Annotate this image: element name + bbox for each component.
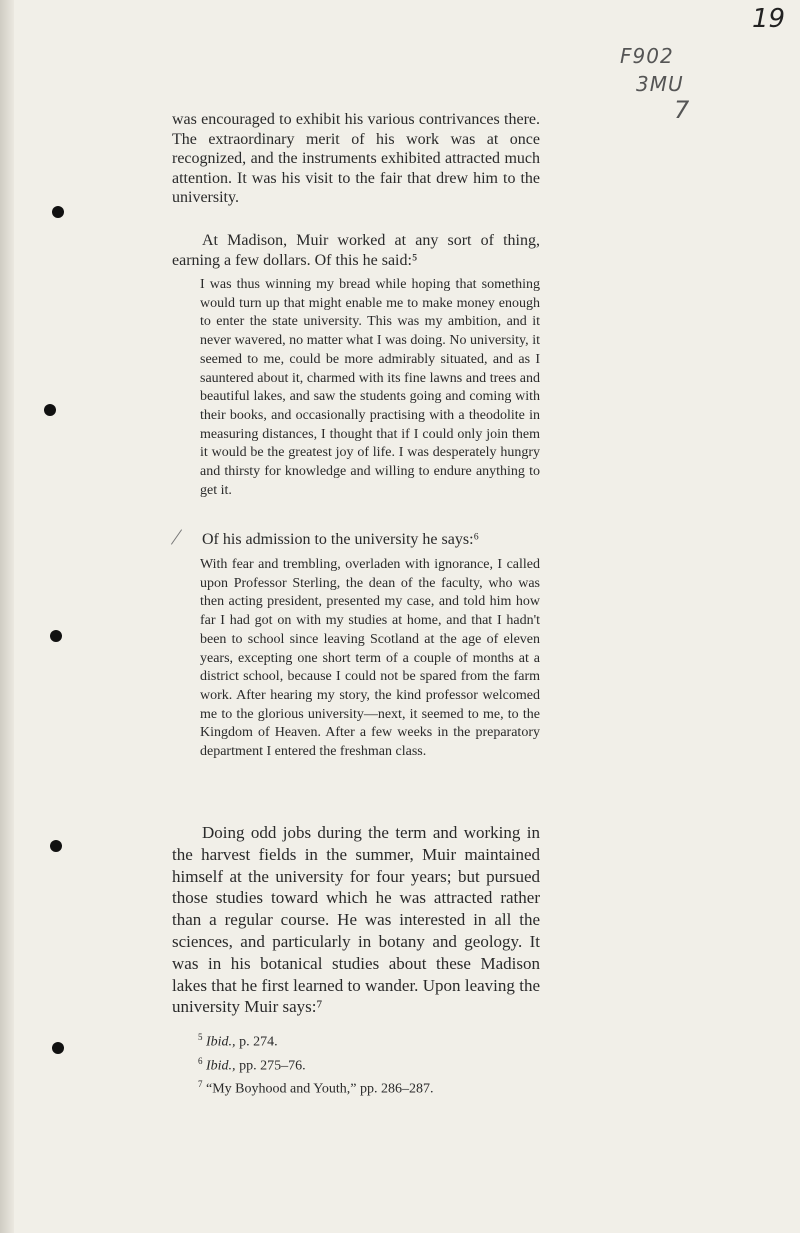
page-edge-shadow [0,0,14,1233]
archive-mark-line2: 3MU [636,72,684,96]
archive-mark-line3: 7 [674,96,691,124]
quote-bread: I was thus winning my bread while hoping that something would turn up that might enable me to make money enough to enter the state university. This was my ambition, and it never wavered, no matter what I was doing. No university, it seemed to me, could be more admirably situated, and as I sauntered about it, charmed with its fine lawns and trees and beautiful lakes, and saw the students going and coming with their books, and occasionally practising with a theodolite in measuring distances, I thought that if I could only join them it would be the greatest joy of life. I was desperately hungry and thirsty for knowledge and willing to endure anything to get it. [200,277,540,498]
paragraph-admission: Of his admission to the university he says:⁶ [202,531,480,548]
binder-hole [44,404,56,416]
archive-mark-line1: F902 [620,44,674,68]
binder-hole [50,840,62,852]
binder-hole [52,1042,64,1054]
footnote-7: $^7$ “My Boyhood and Youth,” pp. 286–287. [198,1079,434,1097]
quote-admission: With fear and trembling, overladen with ignorance, I called upon Professor Sterling, the dean of the faculty, who was then acting president, presented my case, and told him how far I had got on with my studies at home, and that I hadn't been to school since leaving Scotland at the age of eleven years, excepting one short term of a couple of months at a district school, because I could not be spared from the farm work. After hearing my story, the kind professor welcomed me to the glorious university—next, it seemed to me, to the Kingdom of Heaven. After a few weeks in the preparatory department I entered the freshman class. [200,557,540,760]
footnote-6: $^6$ Ibid., pp. 275–76. [198,1055,306,1074]
page-number: 19 [752,4,786,34]
paragraph-madison: At Madison, Muir worked at any sort of thing, earning a few dollars. Of this he said:⁵ [172,232,540,269]
binder-hole [52,206,64,218]
footnotes [198,1028,538,1099]
paragraph-intro: was encouraged to exhibit his various contrivances there. The extraordinary merit of his work was at once recognized, and the instruments exhibited attracted much attention. It was his visit to the fair that drew him to the university. [172,111,540,207]
paragraph-odd-jobs: Doing odd jobs during the term and working in the harvest fields in the summer, Muir maintained himself at the university for four years; but pursued those studies toward which he was attracted rather than a regular course. He was interested in all the sciences, and particularly in botany and geology. It was in his botanical studies about these Madison lakes that he first learned to wander. Upon leaving the university Muir says:⁷ [172,823,540,1017]
footnote-5: $^5$ Ibid., p. 274. [198,1032,278,1050]
binder-hole [50,630,62,642]
